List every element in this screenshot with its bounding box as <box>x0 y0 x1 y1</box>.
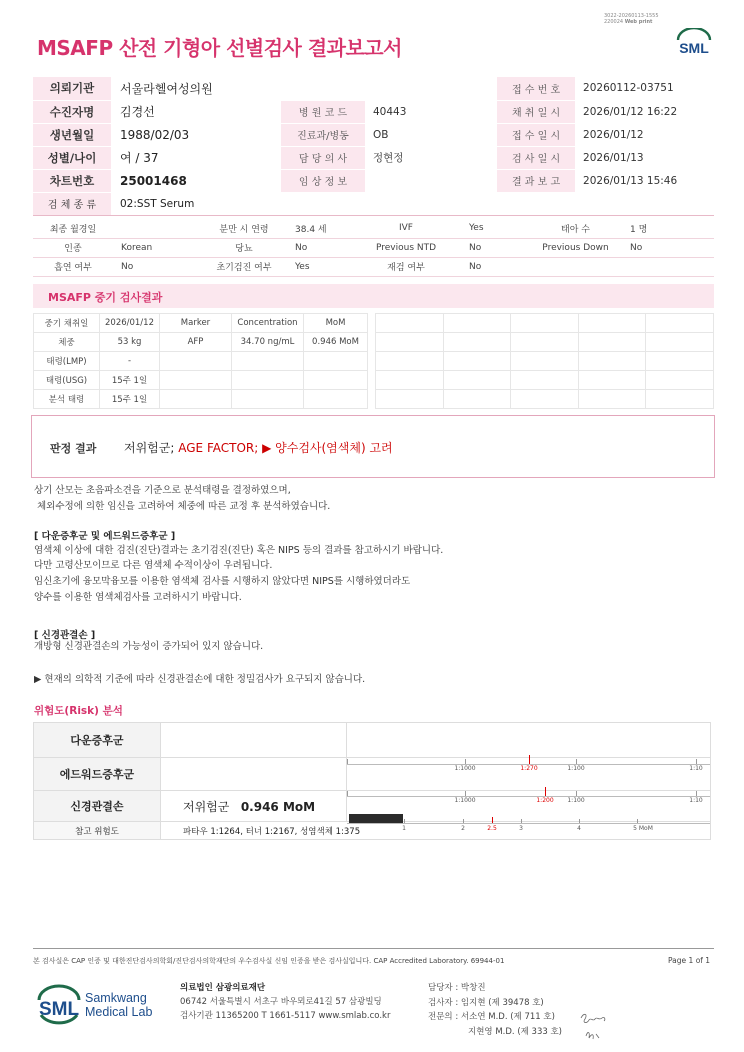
note-p2-line4: 양수를 이용한 염색체검사를 고려하시기 바랍니다. <box>34 592 242 603</box>
risk-table <box>33 722 711 840</box>
staff-manager: 담당자 : 박창진 <box>428 983 486 993</box>
mom-tick-3: 3 <box>519 825 523 832</box>
mom-tick-1: 1 <box>402 825 406 832</box>
test-date-label: 검 사 일 시 <box>497 146 575 169</box>
note-heading-ntd: [ 신경관결손 ] <box>34 630 96 641</box>
ntd-label: 신경관결손 <box>34 791 161 822</box>
lmp-age-value: - <box>100 352 160 371</box>
info-row <box>33 192 714 215</box>
mom-tick-4: 4 <box>577 825 581 832</box>
patient-extra-table <box>33 219 714 277</box>
lmp-label: 최종 월경일 <box>33 219 113 238</box>
delivery-age-value: 38.4 세 <box>287 219 351 238</box>
note-p3: 개방형 신경관결손의 가능성이 증가되어 있지 않습니다. <box>34 641 264 652</box>
prev-ntd-value: No <box>461 238 529 257</box>
collect-date-value: 2026/01/12 16:22 <box>575 100 714 123</box>
staff-specialist-1: 전문의 : 서소연 M.D. (제 711 호) <box>428 1012 555 1022</box>
concentration-value: 34.70 ng/mL <box>232 333 304 352</box>
svg-text:Medical Lab: Medical Lab <box>85 1005 153 1019</box>
receipt-date-value: 2026/01/12 <box>575 123 714 146</box>
extra-row <box>33 238 714 257</box>
print-id <box>604 13 659 25</box>
clinical-label: 임 상 정 보 <box>281 169 365 192</box>
print-id-line2: 220024 <box>604 19 624 25</box>
analysis-age-label: 분석 태령 <box>34 390 100 409</box>
receipt-date-label: 접 수 일 시 <box>497 123 575 146</box>
risk-row-down <box>34 723 711 758</box>
prev-down-value: No <box>622 238 714 257</box>
edwards-tick-100: 1:100 <box>567 797 585 804</box>
svg-text:SML: SML <box>679 40 709 56</box>
org-name: 의료법인 삼광의료재단 <box>180 983 266 993</box>
marker-table <box>33 313 368 409</box>
test-date-value: 2026/01/13 <box>575 146 714 169</box>
smoking-value: No <box>113 257 201 276</box>
ntd-mom-bar <box>349 814 403 823</box>
weight-label: 체중 <box>34 333 100 352</box>
info-row <box>33 146 714 169</box>
ref-text: 파타우 1:1264, 터너 1:2167, 성염색체 1:375 <box>161 822 711 840</box>
note-heading-down: [ 다운증후군 및 에드워드증후군 ] <box>34 531 176 542</box>
verdict-main: 저위험군; <box>124 441 175 455</box>
down-tick-100: 1:100 <box>567 765 585 772</box>
report-date-value: 2026/01/13 15:46 <box>575 169 714 192</box>
hospital-code-value: 40443 <box>365 100 497 123</box>
ivf-label: IVF <box>351 219 461 238</box>
marker-row <box>34 314 368 333</box>
risk-row-edwards <box>34 758 711 791</box>
down-tick-1000: 1:1000 <box>454 765 476 772</box>
info-row <box>33 77 714 100</box>
section-title: MSAFP 중기 검사결과 <box>48 291 163 304</box>
dept-label: 진료과/병동 <box>281 123 365 146</box>
marker-row <box>34 333 368 352</box>
specimen-label: 검 체 종 류 <box>33 192 111 215</box>
sex-age-label: 성별/나이 <box>33 146 111 169</box>
ref-label: 참고 위험도 <box>34 822 161 840</box>
weight-value: 53 kg <box>100 333 160 352</box>
collect-label: 중기 채취일 <box>34 314 100 333</box>
collect-date-label: 채 취 일 시 <box>497 100 575 123</box>
note-p2-line3: 임신초기에 융모막융모를 이용한 염색체 검사를 시행하지 않았다면 NIPS를 시행하였더라도 <box>34 576 411 587</box>
svg-text:SML: SML <box>38 999 80 1020</box>
risk-title: 위험도(Risk) 분석 <box>34 705 123 717</box>
lmp-age-label: 태령(LMP) <box>34 352 100 371</box>
ntd-mom: 0.946 MoM <box>240 799 316 814</box>
dept-value: OB <box>365 123 497 146</box>
request-org-value: 서울라헬여성의원 <box>111 77 497 100</box>
signature-image <box>578 1008 610 1046</box>
early-test-value: Yes <box>287 257 351 276</box>
prev-ntd-label: Previous NTD <box>351 238 461 257</box>
report-date-label: 결 과 보 고 <box>497 169 575 192</box>
chart-no-label: 차트번호 <box>33 169 111 192</box>
note-p4: ▶ 현재의 의학적 기준에 따라 신경관결손에 대한 정밀검사가 요구되지 않습니다. <box>34 674 366 685</box>
staff-block <box>428 981 562 1039</box>
extra-row <box>33 257 714 276</box>
mom-value: 0.946 MoM <box>304 333 368 352</box>
delivery-age-label: 분만 시 연령 <box>201 219 287 238</box>
fetus-label: 태아 수 <box>529 219 622 238</box>
retest-label: 재검 여부 <box>351 257 461 276</box>
smoking-label: 흡연 여부 <box>33 257 113 276</box>
collect-value: 2026/01/12 <box>100 314 160 333</box>
marker-row <box>34 390 368 409</box>
edwards-tick-10: 1:10 <box>689 797 703 804</box>
footer-divider <box>33 948 714 949</box>
org-contact: 검사기관 11365200 T 1661-5117 www.smlab.co.kr <box>180 1011 391 1021</box>
diabetes-value: No <box>287 238 351 257</box>
doctor-label: 담 당 의 사 <box>281 146 365 169</box>
web-print-label: Web print <box>624 19 653 25</box>
receipt-no-label: 접 수 번 호 <box>497 77 575 100</box>
mom-header: MoM <box>304 314 368 333</box>
hospital-code-label: 병 원 코 드 <box>281 100 365 123</box>
request-org-label: 의뢰기관 <box>33 77 111 100</box>
analysis-age-value: 15주 1일 <box>100 390 160 409</box>
edwards-tick-1000: 1:1000 <box>454 797 476 804</box>
sml-logo-top <box>674 28 714 62</box>
marker-header: Marker <box>160 314 232 333</box>
doctor-value: 정현정 <box>365 146 497 169</box>
note-p2-line2: 다만 고령산모이므로 다른 염색체 수적이상이 우려됩니다. <box>34 560 273 571</box>
chart-no-value: 25001468 <box>111 169 281 192</box>
mom-tick-2: 2 <box>461 825 465 832</box>
marker-row <box>34 352 368 371</box>
concentration-header: Concentration <box>232 314 304 333</box>
info-row <box>33 123 714 146</box>
empty-marker-grid <box>375 313 714 409</box>
marker-row <box>34 371 368 390</box>
mom-tick-5: 5 MoM <box>633 825 653 832</box>
diabetes-label: 당뇨 <box>201 238 287 257</box>
birth-value: 1988/02/03 <box>111 123 281 146</box>
patient-info-table <box>33 77 714 216</box>
svg-text:Samkwang: Samkwang <box>85 991 147 1005</box>
verdict-detail: AGE FACTOR; ▶ 양수검사(염색체) 고려 <box>178 441 393 455</box>
sml-logo-bottom <box>36 984 164 1030</box>
race-label: 인종 <box>33 238 113 257</box>
patient-name-label: 수진자명 <box>33 100 111 123</box>
risk-row-ref <box>34 822 711 840</box>
birth-label: 생년월일 <box>33 123 111 146</box>
usg-age-value: 15주 1일 <box>100 371 160 390</box>
org-address: 06742 서울특별시 서초구 바우뫼로41길 57 삼광빌딩 <box>180 997 382 1007</box>
note-p1-line2: 체외수정에 의한 임신을 고려하여 체중에 따른 교정 후 분석하였습니다. <box>37 501 331 512</box>
mom-tick-cutoff: 2.5 <box>487 825 497 832</box>
retest-value: No <box>461 257 529 276</box>
staff-tester: 검사자 : 임지현 (제 39478 호) <box>428 997 544 1008</box>
report-title: MSAFP 산전 기형아 선별검사 결과보고서 <box>37 36 402 60</box>
sex-age-value: 여 / 37 <box>111 146 281 169</box>
org-block <box>180 981 390 1023</box>
info-row <box>33 169 714 192</box>
prev-down-label: Previous Down <box>529 238 622 257</box>
ivf-value: Yes <box>461 219 529 238</box>
info-row <box>33 100 714 123</box>
print-id-line1: 3022-20260113-1555 <box>604 13 659 19</box>
note-p2-line1: 염색체 이상에 대한 검진(진단)결과는 초기검진(진단) 혹은 NIPS 등의 결과를 참고하시기 바랍니다. <box>34 545 444 556</box>
fetus-value: 1 명 <box>622 219 714 238</box>
specimen-value: 02:SST Serum <box>111 192 714 215</box>
down-tick-10: 1:10 <box>689 765 703 772</box>
down-label: 다운증후군 <box>34 723 161 758</box>
verdict-label: 판정 결과 <box>50 442 97 455</box>
patient-name-value: 김경선 <box>111 100 281 123</box>
accreditation-note: 본 검사실은 CAP 인증 및 대한진단검사의학회/진단검사의학재단의 우수검사실 신임 인증을 받은 검사실입니다. CAP Accredited Laboratory. 69944-01 <box>33 957 505 965</box>
ntd-result: 저위험군 <box>183 799 230 814</box>
verdict-text <box>124 439 393 456</box>
race-value: Korean <box>113 238 201 257</box>
edwards-label: 에드워드증후군 <box>34 758 161 791</box>
marker-name: AFP <box>160 333 232 352</box>
down-tick-result: 1:270 <box>520 765 538 772</box>
extra-row <box>33 219 714 238</box>
edwards-tick-result: 1:200 <box>536 797 554 804</box>
clinical-value <box>365 169 497 192</box>
receipt-no-value: 20260112-03751 <box>575 77 714 100</box>
usg-age-label: 태령(USG) <box>34 371 100 390</box>
page-number: Page 1 of 1 <box>668 956 711 965</box>
note-p1-line1: 상기 산모는 초음파소견을 기준으로 분석태령을 결정하였으며, <box>34 485 291 496</box>
early-test-label: 초기검진 여부 <box>201 257 287 276</box>
staff-specialist-2: 지현영 M.D. (제 333 호) <box>468 1026 563 1037</box>
lmp-value <box>113 219 201 238</box>
